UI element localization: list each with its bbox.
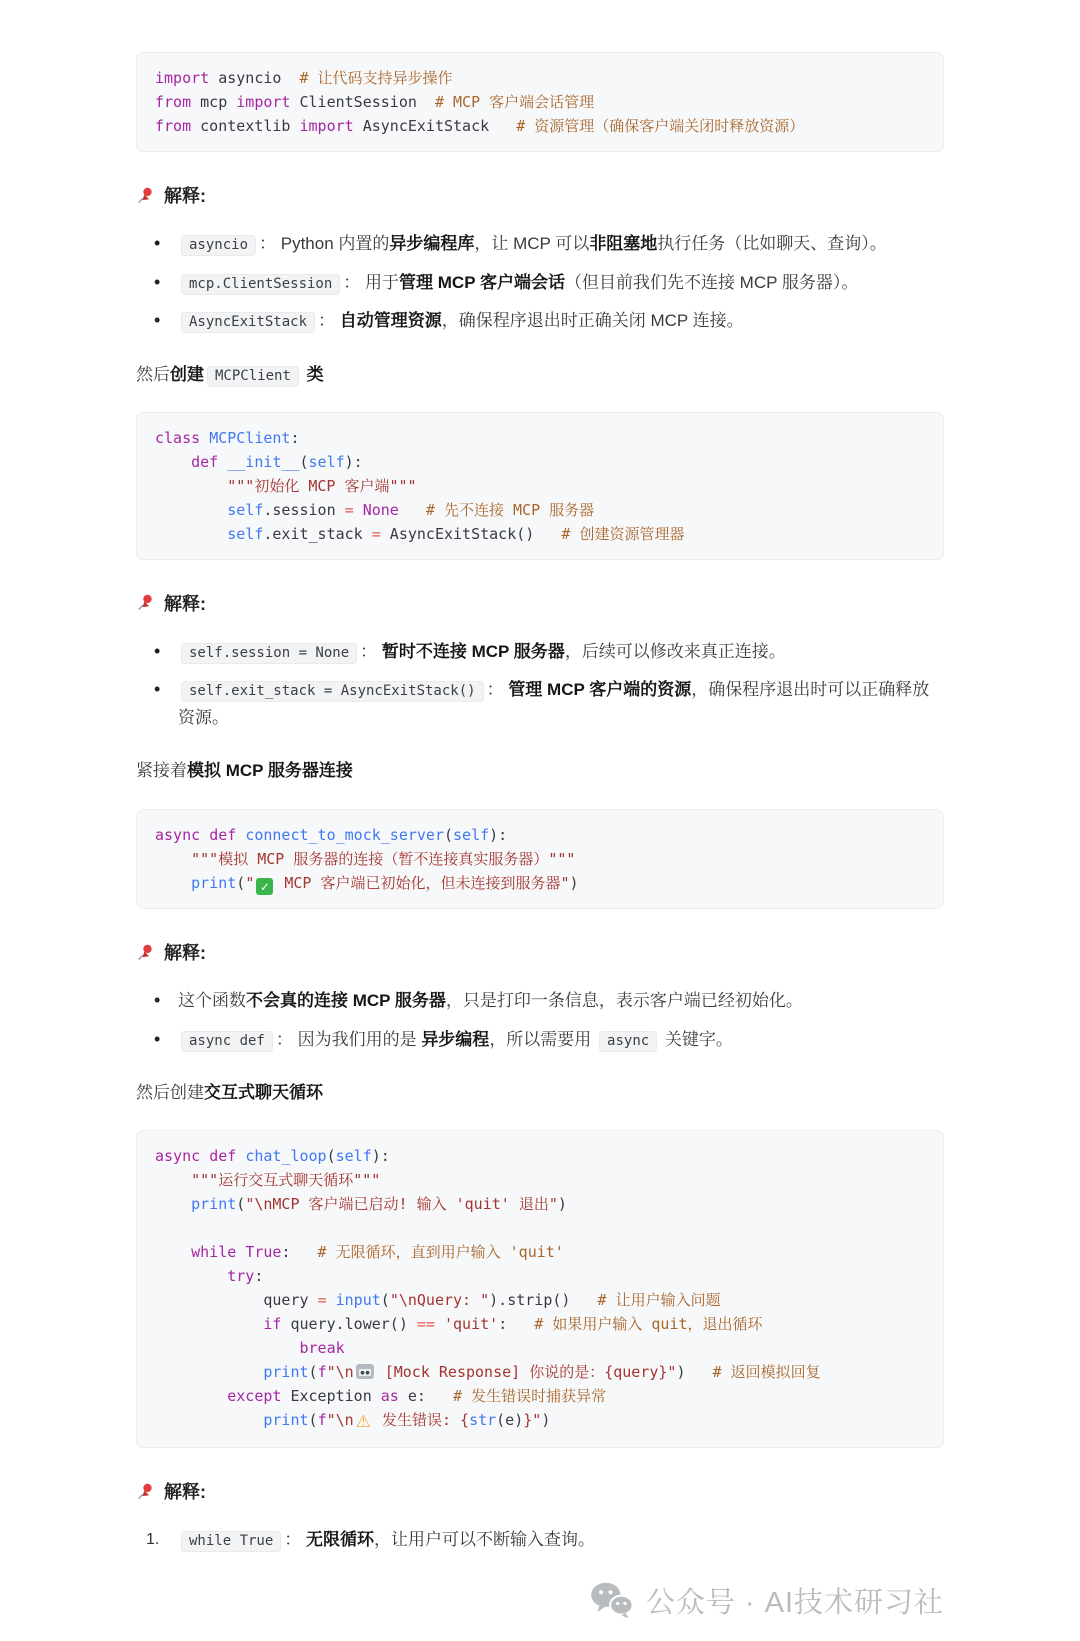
list-bullet: • (154, 271, 161, 292)
text-segment (155, 1171, 191, 1189)
inline-code: async (599, 1031, 657, 1052)
text-segment (155, 453, 191, 471)
text-segment: query.lower() (281, 1315, 417, 1334)
code-line (155, 1144, 925, 1168)
list-bullet: • (154, 640, 161, 661)
explain-list (136, 230, 944, 335)
text-segment: ( (236, 873, 246, 892)
code-line (155, 1240, 925, 1264)
text-segment: MCPClient (209, 428, 291, 447)
code-line (155, 474, 925, 498)
text-segment: """模拟 MCP 服务器的连接（暂不连接真实服务器）""" (191, 849, 576, 868)
heading-mock-server-connect (136, 757, 944, 784)
text-segment (155, 1195, 191, 1213)
text-segment (155, 525, 227, 543)
text-segment: True (245, 1243, 282, 1262)
list-item-text (178, 1530, 595, 1549)
text-segment: self (308, 452, 345, 471)
text-segment (435, 1315, 444, 1333)
text-segment: # 先不连接 MCP 服务器 (398, 500, 595, 519)
text-segment: ： 用于 (343, 272, 400, 292)
code-line (155, 823, 925, 847)
inline-code: asyncio (181, 235, 256, 256)
list-bullet: • (154, 990, 161, 1011)
text-segment: self (335, 1147, 372, 1166)
text-segment (155, 1339, 300, 1357)
bold-text: 无限循环 (306, 1530, 375, 1550)
text-segment: asyncio (209, 69, 282, 87)
inline-code: while True (181, 1531, 281, 1552)
text-segment: "\nQuery: " (389, 1291, 490, 1310)
text-segment: ，后续可以修改来真正连接。 (564, 641, 786, 661)
text-segment (155, 1267, 227, 1285)
text-segment (200, 429, 209, 447)
text-segment: .session (263, 500, 345, 519)
code-line (155, 90, 925, 114)
text-segment: （但目前我们先不连接 MCP 服务器）。 (564, 272, 859, 292)
text-segment: (e) (496, 1411, 524, 1430)
explain-heading (136, 1478, 944, 1504)
list-item (152, 676, 944, 731)
bold-text: 暂时不连接 MCP 服务器 (381, 641, 565, 661)
code-line (155, 1288, 925, 1312)
text-segment: """初始化 MCP 客户端""" (227, 476, 417, 495)
explain-list (136, 987, 944, 1053)
code-block-chat-loop (136, 1130, 944, 1448)
text-segment: AsyncExitStack() (380, 524, 535, 543)
bold-text: 异步编程 (421, 1029, 490, 1049)
text-segment: ，让 MCP 可以 (474, 234, 590, 253)
text-segment: # 创建资源管理器 (534, 524, 685, 543)
explain-imports (136, 182, 944, 335)
text-segment: ): (371, 1147, 390, 1166)
text-segment (200, 826, 209, 844)
text-segment: from (155, 93, 192, 111)
check-emoji: ✓ (256, 878, 273, 895)
text-segment: ) (541, 1411, 551, 1430)
pushpin-icon (136, 1482, 155, 1501)
text-segment: }" (523, 1411, 542, 1430)
list-item-text (178, 311, 744, 330)
text-segment: chat_loop (245, 1147, 327, 1166)
text-segment: None (362, 500, 399, 519)
text-segment: # 让代码支持异步操作 (281, 69, 453, 87)
explain-connect (136, 939, 944, 1053)
pushpin-icon (136, 593, 155, 612)
text-segment: def (209, 825, 237, 844)
text-segment: 然后创建 (136, 1083, 204, 1103)
list-item-text (178, 680, 929, 727)
list-item-text (178, 991, 803, 1010)
text-segment (354, 501, 363, 519)
code-line (155, 426, 925, 450)
text-segment: mcp (191, 93, 237, 111)
explain-list (136, 638, 944, 732)
code-line (155, 498, 925, 522)
list-bullet: • (154, 679, 161, 700)
text-segment: ClientSession (290, 93, 417, 111)
list-item (152, 307, 944, 335)
text-segment (155, 1243, 191, 1261)
text-segment: str (469, 1411, 497, 1430)
wechat-icon (588, 1581, 634, 1619)
list-item-text (178, 273, 858, 292)
text-segment: except (227, 1387, 282, 1406)
text-segment: "\nMCP 客户端已启动! 输入 'quit' 退出" (245, 1195, 558, 1214)
text-segment: try (227, 1267, 255, 1286)
pushpin-icon (136, 186, 155, 205)
inline-code: mcp.ClientSession (181, 274, 340, 295)
code-line (155, 847, 925, 871)
code-line (155, 1312, 925, 1336)
text-segment: print (263, 1411, 309, 1430)
text-segment: import (155, 69, 210, 87)
text-segment: # MCP 客户端会话管理 (416, 93, 595, 111)
text-segment: connect_to_mock_server (245, 825, 444, 844)
explain-init (136, 590, 944, 732)
text-segment (218, 453, 227, 471)
bold-text: 交互式聊天循环 (204, 1083, 323, 1103)
text-segment: "\n (326, 1363, 354, 1382)
watermark (136, 1580, 944, 1621)
text-segment (236, 1243, 245, 1261)
text-segment: query (155, 1291, 318, 1310)
text-segment: 执行任务（比如聊天、查询）。 (657, 234, 887, 253)
code-block-imports (136, 52, 944, 152)
text-segment (236, 1147, 245, 1165)
code-line (155, 1336, 925, 1360)
code-block-mcpclient-class (136, 412, 944, 560)
text-segment: import (236, 93, 291, 111)
text-segment: """运行交互式聊天循环""" (191, 1171, 381, 1190)
text-segment: ( (444, 825, 454, 844)
text-segment (155, 477, 227, 495)
text-segment: : (498, 1315, 508, 1334)
text-segment: ： (318, 311, 340, 331)
explain-chat-loop (136, 1478, 944, 1554)
text-segment: self (453, 825, 490, 844)
bold-text: 自动管理资源 (339, 311, 442, 331)
text-segment: [Mock Response] 你说的是：{query}" (375, 1363, 677, 1382)
text-segment: 'quit' (444, 1315, 499, 1334)
text-segment: ，所以需要用 (489, 1029, 597, 1049)
text-segment: as (380, 1387, 399, 1406)
text-segment: ) (676, 1363, 686, 1382)
list-item (152, 230, 944, 258)
list-item-text (178, 1030, 733, 1049)
text-segment: # 无限循环，直到用户输入 'quit' (290, 1243, 564, 1262)
watermark-text: 公众号 · AI技术研习社 (645, 1586, 944, 1619)
text-segment (155, 874, 191, 892)
text-segment: ，确保程序退出时可以正确释放资源。 (178, 680, 930, 727)
text-segment: AsyncExitStack (353, 117, 490, 135)
text-segment: from (155, 117, 192, 135)
text-segment: def (209, 1147, 237, 1166)
text-segment: e: (398, 1387, 426, 1406)
bold-text: 管理 MCP 客户端的资源 (508, 680, 692, 700)
text-segment: ): (344, 452, 363, 471)
text-segment: ( (308, 1411, 318, 1430)
explain-heading (136, 182, 944, 208)
explain-label: 解释: (164, 943, 206, 964)
list-bullet: • (154, 310, 161, 331)
inline-code: AsyncExitStack (181, 312, 315, 333)
text-segment: f (317, 1363, 327, 1382)
inline-code: async def (181, 1031, 273, 1052)
heading-chat-loop (136, 1079, 944, 1106)
bold-text: 不会真的连接 MCP 服务器 (246, 991, 446, 1011)
bold-text: 创建 (170, 364, 204, 384)
text-segment: input (335, 1291, 381, 1310)
text-segment: ： (284, 1530, 307, 1550)
text-segment: break (299, 1339, 345, 1358)
text-segment (200, 1147, 209, 1165)
text-segment: # 让用户输入问题 (570, 1291, 721, 1310)
text-segment: ： (486, 680, 509, 700)
text-segment: ( (299, 452, 309, 471)
list-item-text (178, 642, 786, 661)
code-line (155, 522, 925, 546)
list-item (152, 987, 944, 1015)
text-segment: # 如果用户输入 quit，退出循环 (507, 1315, 763, 1334)
text-segment: 发生错误: { (372, 1411, 470, 1430)
text-segment: 然后 (136, 364, 170, 384)
text-segment: self (227, 500, 264, 519)
pushpin-icon (136, 943, 155, 962)
explain-heading (136, 939, 944, 965)
list-item (146, 1526, 944, 1554)
bold-text: 类 (301, 364, 324, 384)
code-line (155, 1216, 925, 1240)
text-segment: class (155, 428, 201, 447)
text-segment (155, 501, 227, 519)
code-line (155, 1192, 925, 1216)
explain-list (136, 1526, 944, 1554)
text-segment: = (344, 500, 354, 519)
text-segment: = (317, 1291, 327, 1310)
text-segment (155, 1387, 227, 1405)
text-segment: import (299, 117, 354, 135)
text-segment: f (317, 1411, 327, 1430)
text-segment: ： Python 内置的 (259, 234, 390, 253)
text-segment: .exit_stack (263, 524, 372, 543)
text-segment: 这个函数 (178, 991, 246, 1011)
text-segment: Exception (281, 1387, 381, 1406)
text-segment: # 资源管理（确保客户端关闭时释放资源） (489, 117, 805, 135)
robot-emoji (356, 1364, 374, 1379)
text-segment: self (227, 524, 264, 543)
list-bullet: • (154, 233, 161, 253)
list-item (152, 1026, 944, 1054)
text-segment: == (416, 1315, 435, 1334)
code-line (155, 450, 925, 474)
text-segment: " (245, 873, 255, 892)
inline-code: self.session = None (181, 643, 357, 664)
text-segment (327, 1291, 336, 1309)
text-segment: ( (236, 1195, 246, 1214)
heading-create-mcpclient (136, 361, 944, 388)
list-item-text (178, 234, 887, 253)
text-segment: ): (489, 825, 508, 844)
text-segment: __init__ (227, 452, 300, 471)
text-segment: ) (557, 1195, 567, 1214)
text-segment: if (263, 1315, 282, 1334)
code-line (155, 1168, 925, 1192)
text-segment: ( (308, 1363, 318, 1382)
text-segment (155, 1411, 263, 1429)
explain-heading (136, 590, 944, 616)
text-segment: while (191, 1243, 237, 1262)
list-number: 1. (146, 1531, 160, 1549)
text-segment: ).strip() (489, 1291, 571, 1310)
bold-text: 管理 MCP 客户端会话 (399, 272, 565, 292)
text-segment: 紧接着 (136, 761, 187, 781)
text-segment: async (155, 825, 201, 844)
text-segment (236, 826, 245, 844)
code-line (155, 114, 925, 138)
explain-label: 解释: (164, 186, 206, 206)
text-segment (155, 1363, 263, 1381)
text-segment: def (191, 452, 219, 471)
text-segment: ： (360, 641, 382, 661)
text-segment: async (155, 1147, 201, 1166)
text-segment: ( (326, 1147, 336, 1166)
warning-emoji: ⚠ (355, 1412, 371, 1433)
text-segment: ，只是打印一条信息，表示客户端已经初始化。 (445, 991, 803, 1011)
text-segment: ，确保程序退出时正确关闭 MCP 连接。 (441, 311, 744, 331)
text-segment: : (254, 1267, 264, 1286)
text-segment: contextlib (191, 117, 300, 135)
list-item (152, 269, 944, 297)
bold-text: 异步编程库 (389, 234, 475, 253)
inline-code: MCPClient (207, 366, 299, 387)
text-segment: # 返回模拟回复 (685, 1363, 821, 1382)
code-line (155, 1408, 925, 1434)
bold-text: 模拟 MCP 服务器连接 (187, 761, 353, 781)
code-line (155, 871, 925, 896)
text-segment: ，让用户可以不断输入查询。 (374, 1530, 596, 1550)
inline-code: self.exit_stack = AsyncExitStack() (181, 681, 484, 702)
text-segment: print (191, 873, 237, 892)
text-segment: "\n (326, 1411, 354, 1430)
text-segment: ： 因为我们用的是 (275, 1029, 422, 1049)
code-block-connect-mock-server (136, 809, 944, 910)
text-segment (155, 850, 191, 868)
explain-label: 解释: (164, 593, 206, 614)
list-bullet: • (154, 1028, 161, 1049)
list-item (152, 638, 944, 666)
text-segment: : (281, 1243, 291, 1262)
bold-text: 非阻塞地 (589, 234, 658, 253)
text-segment: print (191, 1195, 237, 1214)
code-line (155, 1264, 925, 1288)
text-segment: ) (569, 873, 579, 892)
text-segment: : (290, 428, 300, 447)
text-segment (155, 1315, 263, 1333)
text-segment: MCP 客户端已初始化，但未连接到服务器" (275, 873, 570, 892)
text-segment: # 发生错误时捕获异常 (425, 1387, 607, 1406)
code-line (155, 66, 925, 90)
code-line (155, 1360, 925, 1384)
text-segment: print (263, 1363, 309, 1382)
explain-label: 解释: (164, 1482, 206, 1503)
code-line (155, 1384, 925, 1408)
text-segment: 关键字。 (660, 1029, 733, 1049)
text-segment: = (371, 524, 381, 543)
text-segment: ( (380, 1291, 390, 1310)
